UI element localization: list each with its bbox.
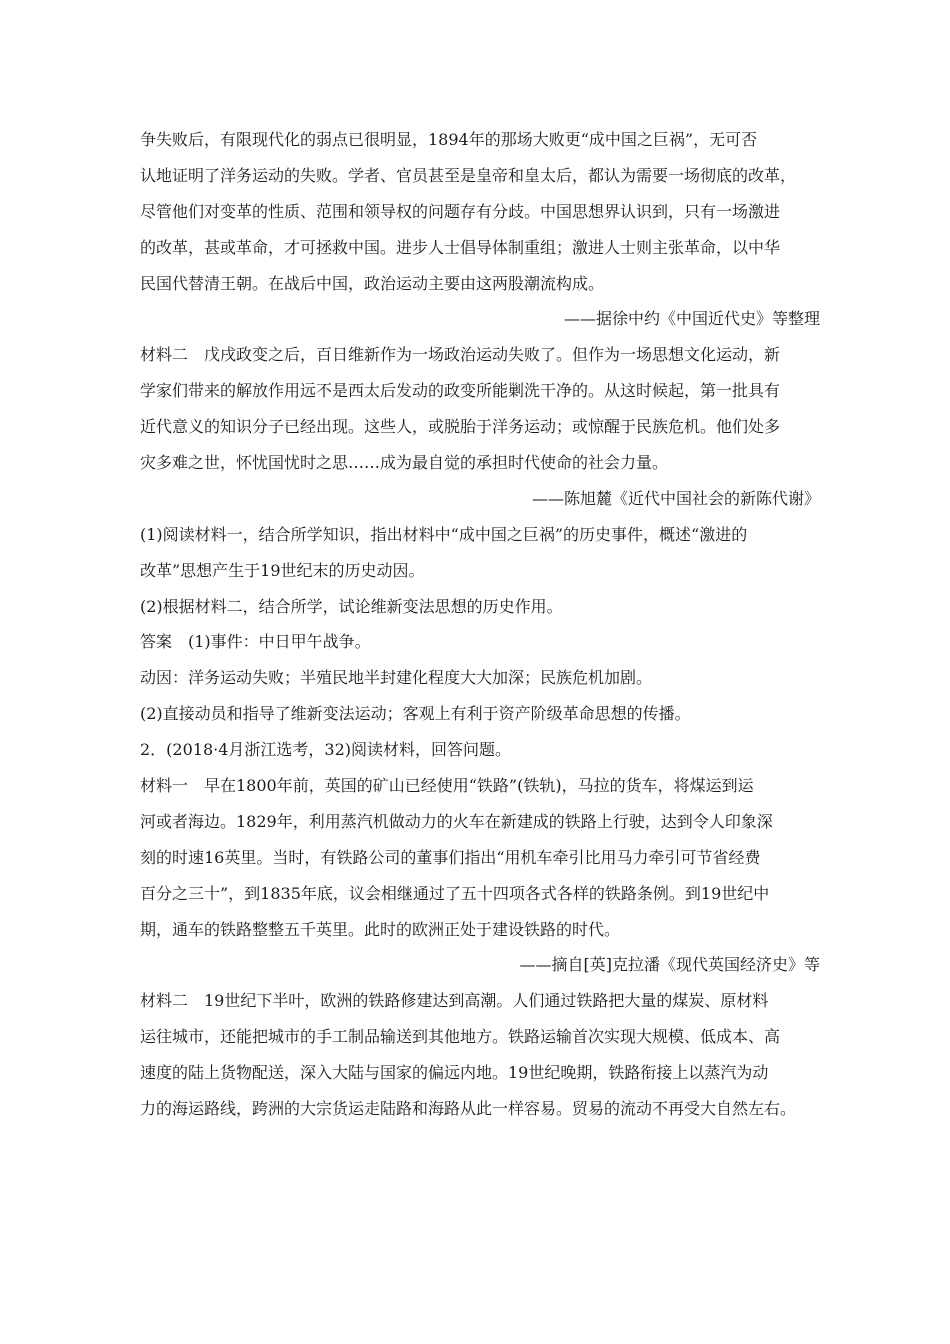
text-line: 争失败后，有限现代化的弱点已很明显，1894年的那场大败更“成中国之巨祸”，无可否 (140, 130, 758, 149)
question-line: (2)根据材料二，结合所学，试论维新变法思想的历史作用。 (140, 596, 563, 616)
question-line: (1)阅读材料一，结合所学知识，指出材料中“成中国之巨祸”的历史事件，概述“激进的 (140, 524, 748, 544)
text-line: 民国代替清王朝。在战后中国，政治运动主要由这两股潮流构成。 (140, 273, 605, 293)
question-heading: 2．(2018·4月浙江选考，32)阅读材料，回答问题。 (140, 740, 512, 760)
document-body (140, 122, 820, 1127)
source-citation: ——陈旭麓《近代中国社会的新陈代谢》 (531, 488, 820, 508)
answer-line: (2)直接动员和指导了维新变法运动；客观上有利于资产阶级革命思想的传播。 (140, 704, 691, 724)
text-line: 刻的时速16英里。当时，有铁路公司的董事们指出“用机车牵引比用马力牵引可节省经费 (140, 847, 761, 867)
answer-line: 动因：洋务运动失败；半殖民地半封建化程度大大加深；民族危机加剧。 (140, 668, 653, 688)
text-line: 材料二 19世纪下半叶，欧洲的铁路修建达到高潮。人们通过铁路把大量的煤炭、原材料 (140, 991, 769, 1011)
text-line: 灾多难之世，怀忧国忧时之思……成为最自觉的承担时代使命的社会力量。 (140, 453, 669, 473)
text-line: 运往城市，还能把城市的手工制品输送到其他地方。铁路运输首次实现大规模、低成本、高 (140, 1027, 781, 1047)
text-line: 材料一 早在1800年前，英国的矿山已经使用“铁路”(铁轨)，马拉的货车，将煤运到运 (140, 776, 754, 796)
text-line: 近代意义的知识分子已经出现。这些人，或脱胎于洋务运动；或惊醒于民族危机。他们处多 (140, 417, 781, 437)
text-line: 速度的陆上货物配送，深入大陆与国家的偏远内地。19世纪晚期，铁路衔接上以蒸汽为动 (140, 1063, 769, 1083)
text-line: 的改革，甚或革命，才可拯救中国。进步人士倡导体制重组；激进人士则主张革命，以中华 (140, 237, 781, 257)
text-line: 认地证明了洋务运动的失败。学者、官员甚至是皇帝和皇太后，都认为需要一场彻底的改革， (140, 165, 797, 185)
text-line: 学家们带来的解放作用远不是西太后发动的政变所能剿洗干净的。从这时候起，第一批具有 (140, 381, 781, 401)
text-line: 百分之三十”，到1835年底，议会相继通过了五十四项各式各样的铁路条例。到19世纪中 (140, 883, 770, 903)
text-line: 力的海运路线，跨洲的大宗货运走陆路和海路从此一样容易。贸易的流动不再受大自然左右。 (140, 1099, 797, 1119)
question-line: 改革”思想产生于19世纪末的历史动因。 (140, 560, 425, 580)
text-line: 尽管他们对变革的性质、范围和领导权的问题存有分歧。中国思想界认识到，只有一场激进 (140, 201, 781, 221)
text-line: 河或者海边。1829年，利用蒸汽机做动力的火车在新建成的铁路上行驶，达到令人印象深 (140, 811, 773, 831)
text-line: 材料二 戊戌政变之后，百日维新作为一场政治运动失败了。但作为一场思想文化运动，新 (140, 345, 781, 365)
source-citation: ——据徐中约《中国近代史》等整理 (563, 309, 820, 329)
answer-line: 答案 (1)事件：中日甲午战争。 (140, 632, 371, 652)
source-citation: ——摘自[英]克拉潘《现代英国经济史》等 (519, 955, 820, 975)
text-line: 期，通车的铁路整整五千英里。此时的欧洲正处于建设铁路的时代。 (140, 919, 621, 939)
